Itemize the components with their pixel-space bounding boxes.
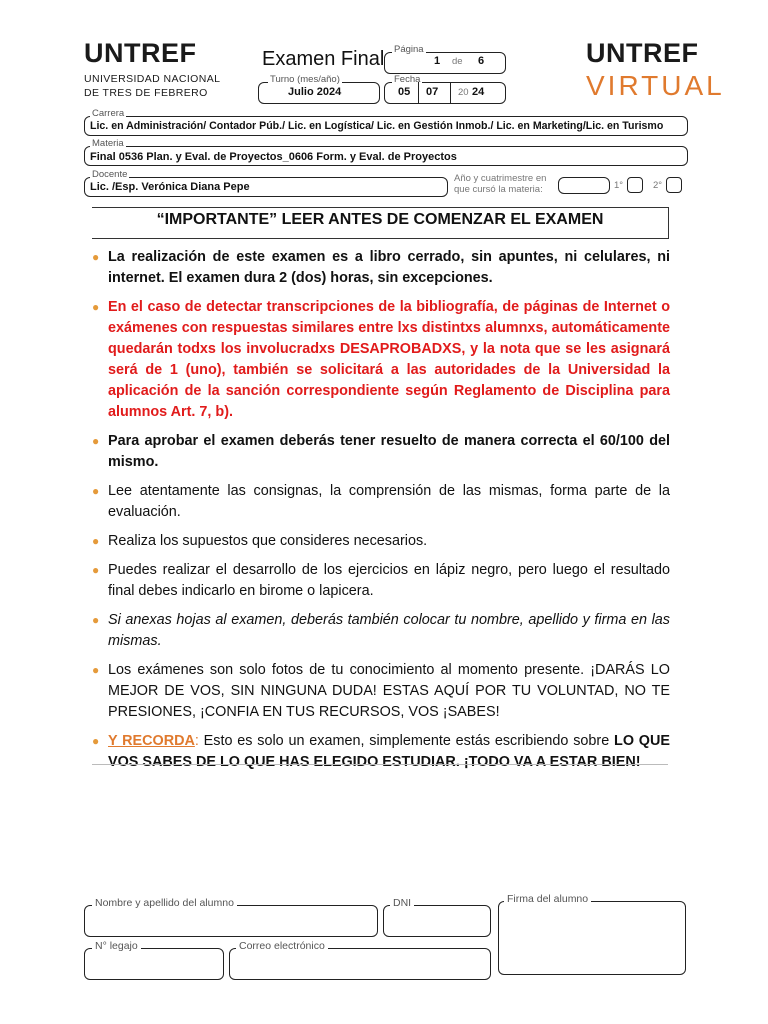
instruction-closed-book: La realización de este examen es a libro cerrado, sin apuntes, ni celulares, ni internet. El examen dura 2 (dos) horas, sin excepciones. — [108, 249, 670, 286]
instructions-list — [90, 247, 670, 781]
instruction-extra-sheets: Si anexas hojas al examen, deberás también colocar tu nombre, apellido y firma en las mismas. — [108, 612, 670, 649]
cuatrimestre-year-box[interactable] — [558, 177, 610, 194]
bullet-icon: ● — [92, 484, 100, 498]
list-item — [90, 247, 670, 289]
legajo-field[interactable] — [84, 948, 224, 980]
docente-label: Docente — [92, 169, 128, 180]
materia-label: Materia — [92, 138, 124, 149]
fecha-month: 07 — [426, 86, 439, 98]
docente-value: Lic. /Esp. Verónica Diana Pepe — [90, 181, 250, 193]
list-item — [90, 660, 670, 723]
correo-field[interactable] — [229, 948, 491, 980]
carrera-label: Carrera — [92, 108, 125, 119]
list-item — [90, 731, 670, 773]
logo-virtual-sub: VIRTUAL — [586, 70, 725, 101]
list-item — [90, 297, 670, 423]
notice-title: “IMPORTANTE” LEER ANTES DE COMENZAR EL EXAMEN — [156, 211, 604, 228]
list-item — [90, 610, 670, 652]
fecha-label: Fecha — [394, 74, 421, 85]
bullet-icon: ● — [92, 663, 100, 677]
bullet-icon: ● — [92, 613, 100, 627]
fecha-year-prefix: 20 — [458, 87, 469, 98]
instruction-remember-bold: LO QUE VOS SABES DE LO QUE HAS ELEGIDO ESTUDIAR. ¡TODO VA A ESTAR BIEN! — [108, 733, 670, 770]
cuatrimestre-opt-2-checkbox[interactable] — [666, 177, 682, 193]
bullet-icon: ● — [92, 434, 100, 448]
fecha-divider-2 — [450, 82, 451, 104]
bullet-icon: ● — [92, 734, 100, 748]
instruction-remember-text: Esto es solo un examen, simplemente estás escribiendo sobre — [198, 733, 615, 749]
firma-label: Firma del alumno — [504, 893, 591, 905]
logo-virtual-brand: UNTREF — [586, 38, 699, 68]
list-item — [90, 531, 670, 552]
dni-label: DNI — [390, 897, 414, 909]
bullet-icon: ● — [92, 300, 100, 314]
instruction-passing-grade: Para aprobar el examen deberás tener resuelto de manera correcta el 60/100 del mismo. — [108, 433, 670, 470]
instruction-remember-colon: : — [194, 733, 199, 749]
pagina-total: 6 — [478, 55, 485, 67]
bullet-icon: ● — [92, 563, 100, 577]
pagina-field[interactable] — [384, 52, 506, 74]
logo-line-2: DE TRES DE FEBRERO — [84, 87, 208, 99]
logo-line-1: UNIVERSIDAD NACIONAL — [84, 73, 221, 85]
cuatrimestre-label-2: que cursó la materia: — [454, 184, 543, 195]
pagina-current: 1 — [434, 55, 441, 67]
nombre-label: Nombre y apellido del alumno — [92, 897, 237, 909]
pagina-de: de — [452, 56, 463, 67]
dni-field[interactable] — [383, 905, 491, 937]
fecha-year: 24 — [472, 86, 485, 98]
instruction-assumptions: Realiza los supuestos que consideres necesarios. — [108, 533, 428, 549]
cuatrimestre-opt-2-label: 2° — [653, 180, 663, 191]
turno-label: Turno (mes/año) — [270, 74, 340, 85]
bullet-icon: ● — [92, 250, 100, 264]
legajo-label: N° legajo — [92, 940, 141, 952]
exam-title: Examen Final — [262, 48, 385, 70]
cuatrimestre-opt-1-label: 1° — [614, 180, 624, 191]
carrera-value: Lic. en Administración/ Contador Púb./ Lic. en Logística/ Lic. en Gestión Inmob./ Lic. en Marketing/Lic. en Turismo — [90, 120, 664, 132]
materia-value: Final 0536 Plan. y Eval. de Proyectos_0606 Form. y Eval. de Proyectos — [90, 151, 457, 163]
fecha-divider-1 — [418, 82, 419, 104]
instruction-pencil: Puedes realizar el desarrollo de los ejercicios en lápiz negro, pero luego el resultado final debes indicarlo en birome o lapicera. — [108, 562, 670, 599]
list-item — [90, 481, 670, 523]
cuatrimestre-opt-1-checkbox[interactable] — [627, 177, 643, 193]
instruction-encouragement: Los exámenes son solo fotos de tu conocimiento al momento presente. ¡DARÁS LO MEJOR DE VOS, SIN NINGUNA DUDA! ESTAS AQUÍ POR TU VOLUNTAD, NO TE PRESIONES, ¡CONFIA EN TUS RECURSOS, VOS ¡SABES! — [108, 662, 670, 720]
list-divider — [92, 764, 668, 765]
cuatrimestre-label-1: Año y cuatrimestre en — [454, 173, 547, 184]
logo-brand: UNTREF — [84, 38, 197, 68]
list-item — [90, 431, 670, 473]
firma-field[interactable] — [498, 901, 686, 975]
correo-label: Correo electrónico — [236, 940, 328, 952]
pagina-label: Página — [394, 44, 424, 55]
turno-value: Julio 2024 — [288, 86, 342, 98]
instruction-remember-lead: Y RECORDA — [108, 733, 195, 749]
fecha-day: 05 — [398, 86, 411, 98]
instruction-read-carefully: Lee atentamente las consignas, la comprensión de las mismas, forma parte de la evaluación. — [108, 483, 670, 520]
nombre-field[interactable] — [84, 905, 378, 937]
bullet-icon: ● — [92, 534, 100, 548]
list-item — [90, 560, 670, 602]
instruction-plagiarism-warning: En el caso de detectar transcripciones de la bibliografía, de páginas de Internet o exámenes con respuestas similares entre lxs distintxs alumnxs, automáticamente quedarán todxs los involucradxs DESAPROBADXS, y la nota que se les asignará será de 1 (uno), también se solicitará a las autoridades de la Universidad la aplicación de la sanción correspondiente según Reglamento de Disciplina para alumnos Art. 7, b). — [108, 299, 670, 420]
